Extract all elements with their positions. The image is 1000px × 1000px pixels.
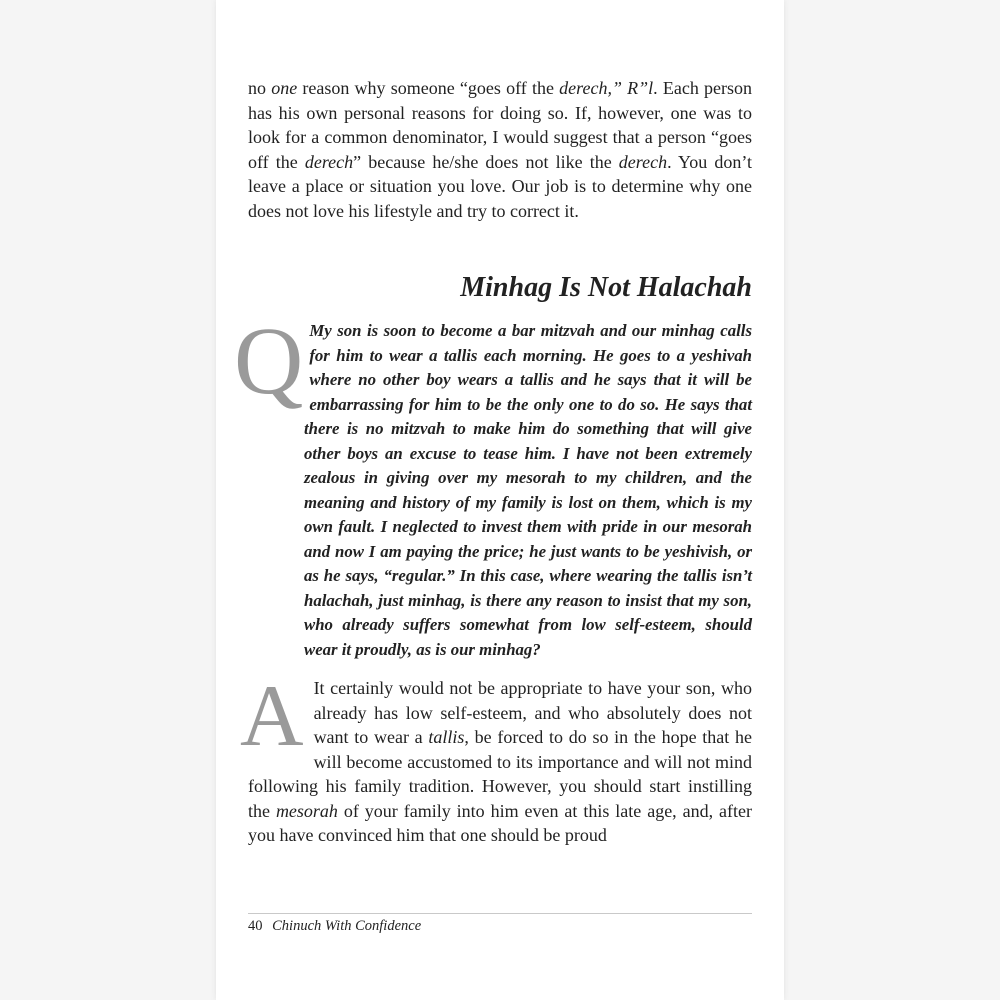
answer-text-1: It certainly would not be appropriate to have your son, who already has low self-esteem, and who absolutely does not want to wear a: [313, 678, 752, 747]
page-footer: [248, 913, 752, 935]
intro-text-1: no: [248, 78, 272, 98]
question-dropcap: Q: [234, 307, 304, 414]
intro-emphasis-3: derech: [304, 151, 354, 172]
page-number: 40: [248, 918, 263, 934]
book-page: [216, 0, 784, 1000]
intro-text-2: reason why someone “goes off the: [297, 78, 560, 98]
intro-text-5: . You don’t leave a place or situation you love. Our job is to determine why one does not love his lifestyle and try to correct it.: [248, 151, 752, 221]
intro-emphasis-1: one: [271, 78, 298, 98]
question-text: My son is soon to become a bar mitzvah and our minhag calls for him to wear a tallis each morning. He goes to a yeshivah where no other boy wears a tallis and he says that it will be embarrassing for him to be the only one to do so. He says that there is no mitzvah to make him do something that will give other boys an excuse to tease him. I have not been extremely zealous in giving over my mesorah to my children, and the meaning and history of my family is lost on them, which is my own fault. I neglected to invest them with pride in our mesorah and now I am paying the price; he just wants to be yeshivish, or as he says, “regular.” In this case, where wearing the tallis isn’t halachah, just minhag, is there any reason to insist that my son, who already suffers somewhat from low self-esteem, should wear it proudly, as is our minhag?: [304, 321, 752, 659]
intro-paragraph: [248, 76, 752, 223]
answer-emphasis-2: mesorah: [275, 800, 338, 821]
answer-dropcap: A: [240, 668, 304, 765]
answer-text-3: of your family into him even at this late age, and, after you have convinced him that one should be proud: [248, 800, 752, 845]
page-content: [234, 76, 752, 848]
running-book-title: Chinuch With Confidence: [272, 918, 422, 934]
answer-text-2: , be forced to do so in the hope that he will become accustomed to its importance and will not mind following his family tradition. However, you should start instilling the: [248, 727, 752, 821]
answer-emphasis-1: tallis: [428, 727, 465, 747]
section-title: Minhag Is Not Halachah: [460, 272, 752, 303]
question-block: [234, 307, 752, 662]
answer-block: [240, 668, 752, 848]
intro-text-3: . Each person has his own personal reasons for doing so. If, however, one was to look for a common denominator, I would suggest that a person “goes off the: [248, 78, 752, 172]
intro-emphasis-2: derech,” R”l: [559, 78, 654, 98]
intro-emphasis-4: derech: [618, 151, 668, 172]
intro-text-4: ” because he/she does not like the: [353, 151, 619, 172]
